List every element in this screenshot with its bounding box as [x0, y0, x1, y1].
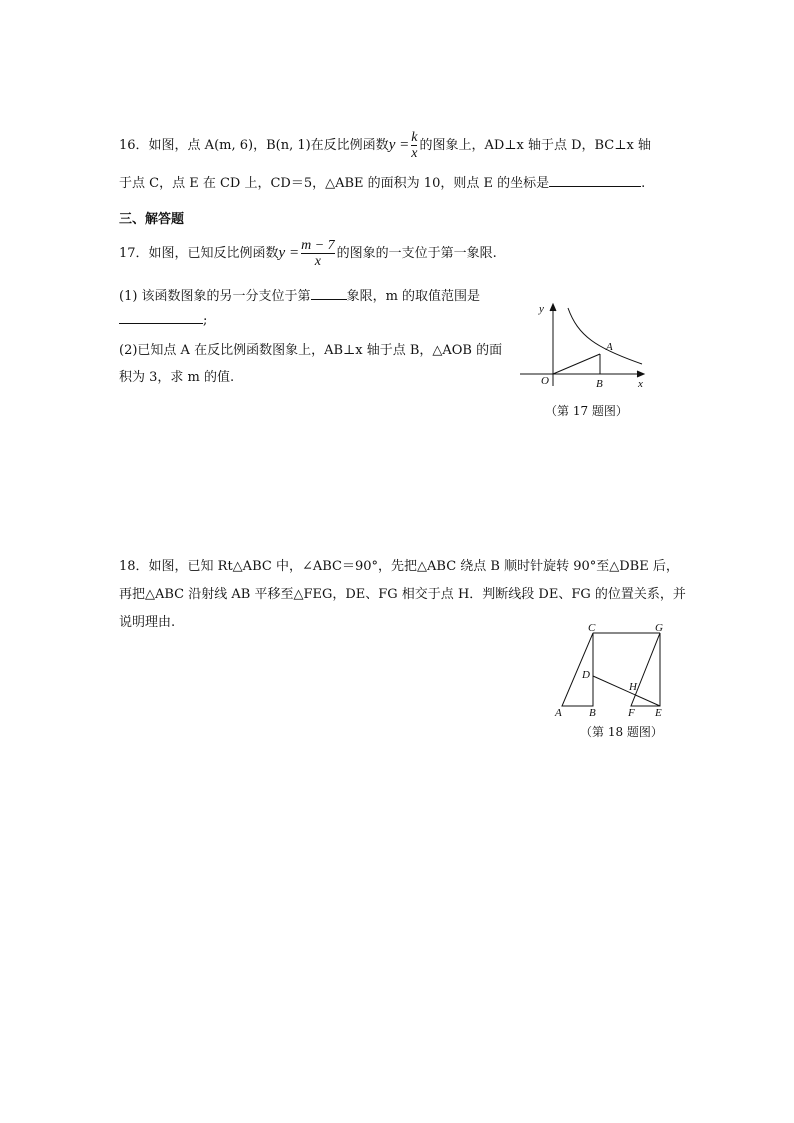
label-b: B	[596, 378, 603, 390]
q17-part2-line2: 积为 3，求 m 的值.	[119, 370, 235, 385]
segment-oa	[553, 354, 600, 374]
q17-part1-answer	[119, 311, 207, 328]
q17-figure	[512, 296, 657, 396]
section-title: 三、解答题	[119, 212, 185, 227]
label-h: H	[629, 681, 637, 693]
hyperbola-curve	[568, 308, 642, 364]
q18-line3: 说明理由.	[119, 615, 176, 630]
segment-de	[593, 676, 660, 706]
label-c: C	[588, 622, 596, 634]
q17-part1-end: ;	[203, 313, 208, 328]
label-o: O	[541, 375, 549, 387]
q17-part1-b: 象限，m 的取值范围是	[346, 289, 481, 304]
q18-caption: （第 18 题图）	[580, 725, 663, 739]
q17-part1-a: (1) 该函数图象的另一分支位于第	[119, 289, 311, 304]
q17-quadrant-blank[interactable]	[311, 287, 347, 300]
label-e: E	[655, 707, 662, 719]
q16-line2-text: 于点 C，点 E 在 CD 上，CD＝5，△ABE 的面积为 10，则点 E 的坐标是	[119, 176, 550, 191]
q18-line1: 18．如图，已知 Rt△ABC 中，∠ABC＝90°，先把△ABC 绕点 B 顺时针旋转 90°至△DBE 后，	[119, 559, 679, 574]
q18-line2: 再把△ABC 沿射线 AB 平移至△FEG，DE、FG 相交于点 H．判断线段 DE、FG 的位置关系，并	[119, 587, 686, 602]
q18-figure	[550, 620, 675, 720]
label-b: B	[589, 707, 596, 719]
q16-line2-end: .	[641, 176, 646, 191]
q17-part1	[119, 285, 480, 304]
q16-answer-blank[interactable]	[549, 174, 641, 187]
q17-y-eq: y =	[278, 245, 300, 261]
q16-line1	[119, 130, 651, 161]
q16-text-b: 的图象上，AD⊥x 轴于点 D，BC⊥x 轴	[419, 138, 651, 153]
q16-y-eq: y =	[388, 137, 410, 153]
q17-intro	[119, 238, 497, 269]
q16-text-a: 16．如图，点 A(m, 6)，B(n, 1)在反比例函数	[119, 138, 389, 153]
y-axis-arrow	[550, 304, 556, 311]
label-x: x	[638, 378, 643, 390]
q17-range-blank[interactable]	[119, 311, 203, 324]
q17-intro-a: 17．如图，已知反比例函数	[119, 246, 279, 261]
q17-frac-num: m − 7	[301, 238, 335, 253]
q16-frac-num: k	[411, 130, 418, 145]
label-a: A	[606, 341, 613, 353]
q17-intro-b: 的图象的一支位于第一象限.	[336, 246, 497, 261]
x-axis-arrow	[637, 371, 644, 377]
label-a: A	[555, 707, 562, 719]
label-y: y	[539, 303, 544, 315]
label-f: F	[628, 707, 635, 719]
q16-line2	[119, 172, 645, 191]
q16-fraction	[411, 130, 417, 161]
q16-frac-den: x	[411, 146, 418, 161]
q17-part2-line1: (2)已知点 A 在反比例函数图象上，AB⊥x 轴于点 B，△AOB 的面	[119, 343, 503, 358]
q17-caption: （第 17 题图）	[545, 404, 628, 418]
q17-frac-den: x	[301, 253, 335, 269]
q17-fraction	[301, 238, 335, 269]
label-g: G	[655, 622, 663, 634]
label-d: D	[582, 669, 590, 681]
